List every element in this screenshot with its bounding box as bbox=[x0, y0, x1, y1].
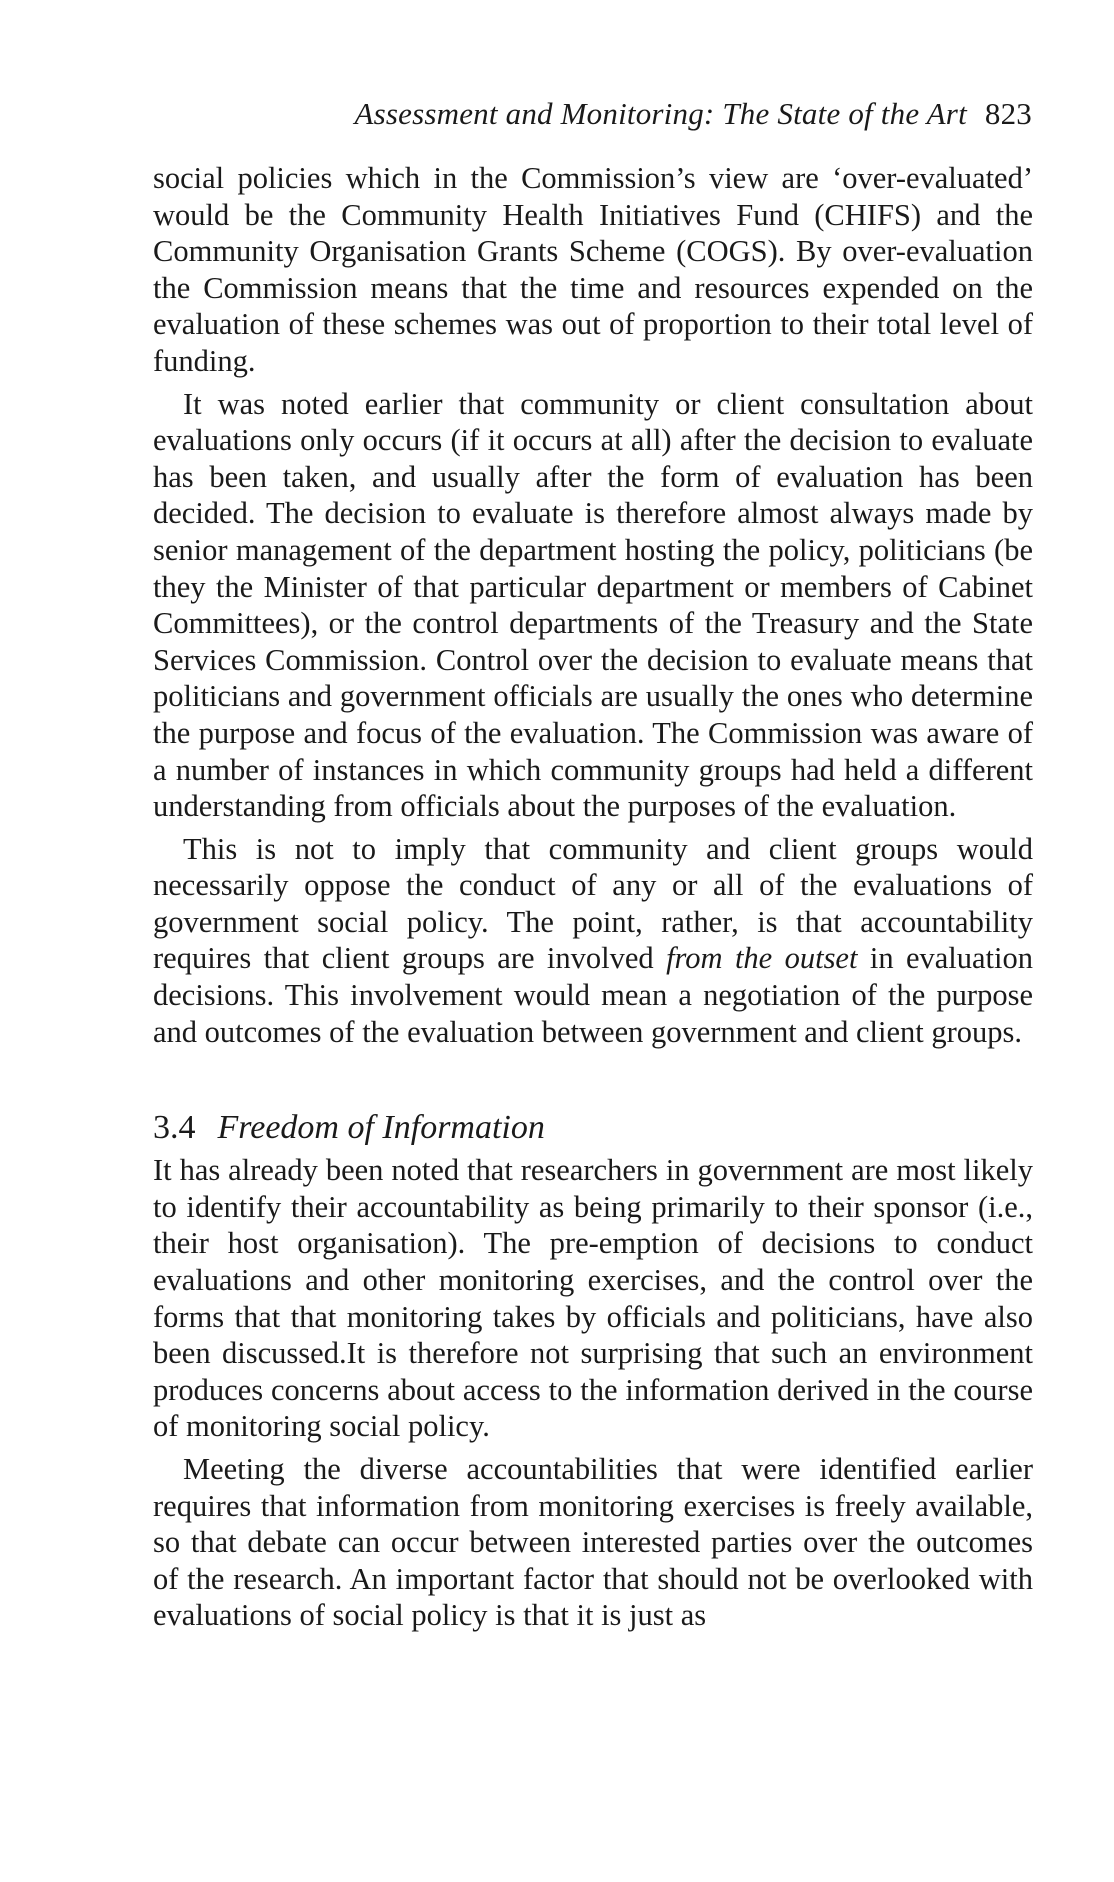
paragraph bbox=[153, 831, 1033, 1051]
section-heading bbox=[153, 1106, 1033, 1150]
paragraph: It was noted earlier that community or client consultation about evaluations only occurs (if it occurs at all) after the decision to evaluate has been taken, and usually after the form of evaluation has been decided. The decision to evaluate is therefore almost always made by senior management of the department hosting the policy, politicians (be they the Minister of that particular department or members of Cabinet Committees), or the control departments of the Treasury and the State Services Commission. Control over the decision to evaluate means that politicians and government officials are usually the ones who determine the purpose and focus of the evaluation. The Commission was aware of a number of instances in which community groups had held a different understanding from officials about the purposes of the evaluation. bbox=[153, 386, 1033, 824]
running-head bbox=[354, 96, 1032, 132]
page-number: 823 bbox=[984, 96, 1032, 131]
section-title: Freedom of Information bbox=[217, 1109, 545, 1147]
section-number: 3.4 bbox=[153, 1109, 196, 1147]
paragraph-text: This is not to imply that community and client groups would necessarily oppose the conduct of any or all of the evaluations of government social policy. The point, rather, is that accountability requires that client groups are involved bbox=[153, 831, 1033, 976]
paragraph-continued: social policies which in the Commission’s view are ‘over-evaluated’ would be the Community Health Initiatives Fund (CHIFS) and the Community Organisation Grants Scheme (COGS). By over-evaluation the Commission means that the time and resources expended on the evaluation of these schemes was out of proportion to their total level of funding. bbox=[153, 161, 1033, 378]
paragraph: Meeting the diverse accountabilities that were identified earlier requires that information from monitoring exercises is freely available, so that debate can occur between interested parties over the outcomes of the research. An important factor that should not be overlooked with evaluations of social policy is that it is just as bbox=[153, 1452, 1033, 1633]
running-head-title: Assessment and Monitoring: The State of the Art bbox=[354, 96, 967, 131]
body-text bbox=[153, 160, 1033, 1634]
paragraph: It has already been noted that researchers in government are most likely to identify their accountability as being primarily to their sponsor (i.e., their host organisation). The pre-emption of decisions to conduct evaluations and other monitoring exercises, and the control over the forms that that monitoring takes by officials and politicians, have also been discussed.It is therefore not surprising that such an environment produces concerns about access to the information derived in the course of monitoring social policy. bbox=[153, 1153, 1033, 1444]
emphasis-text: from the outset bbox=[666, 941, 858, 976]
paragraph-text: in evaluation decisions. This involvement would mean a negotiation of the purpose and outcomes of the evaluation between government and client groups. bbox=[153, 941, 1033, 1049]
